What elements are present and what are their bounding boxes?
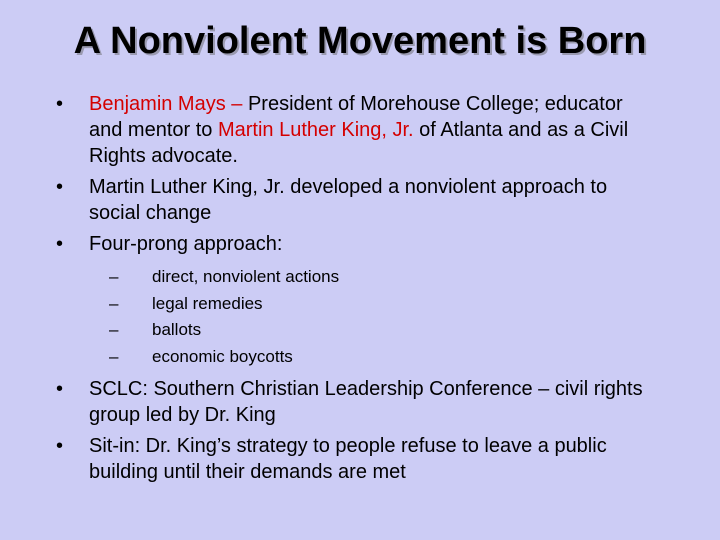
- bullet-sit-in: [56, 433, 656, 485]
- bullet-dot: •: [56, 233, 64, 255]
- sub-item-text: legal remedies: [152, 293, 263, 313]
- sub-item-text: economic boycotts: [152, 346, 293, 366]
- bullet1-text-a: President of Morehouse College; educator and mentor to: [89, 93, 623, 141]
- bullet4-text: SCLC: Southern Christian Leadership Conference – civil rights group led by Dr. King: [89, 378, 643, 426]
- bullet-benjamin-mays: [56, 91, 656, 169]
- bullet-four-prong: [56, 231, 656, 370]
- name-separator: –: [225, 93, 248, 115]
- bullet3-text: Four-prong approach:: [89, 233, 283, 255]
- sub-item: [109, 317, 656, 344]
- benjamin-mays-name: Benjamin Mays: [89, 93, 226, 115]
- sub-item-text: direct, nonviolent actions: [152, 267, 340, 286]
- bullet-dot: •: [56, 93, 64, 115]
- sub-item: [109, 264, 656, 291]
- mlk-name: Martin Luther King, Jr.: [217, 119, 414, 141]
- bullet-dot: •: [56, 176, 64, 198]
- sub-dash: –: [109, 320, 119, 339]
- slide-title: A Nonviolent Movement is Born: [73, 20, 647, 62]
- bullet-list: [56, 91, 656, 490]
- sub-item-text: ballots: [152, 320, 202, 339]
- sub-item: [109, 291, 656, 318]
- four-prong-sub-list: [109, 264, 656, 370]
- bullet5-text: Sit-in: Dr. King’s strategy to people refuse to leave a public building until their demands are met: [89, 435, 607, 483]
- sub-dash: –: [109, 346, 119, 366]
- bullet2-text: Martin Luther King, Jr. developed a nonviolent approach to social change: [89, 176, 608, 224]
- sub-dash: –: [109, 293, 119, 313]
- sub-dash: –: [109, 267, 119, 286]
- bullet-sclc: [56, 376, 656, 428]
- bullet-dot: •: [56, 435, 64, 457]
- bullet1-text-b: of Atlanta and as a Civil Rights advocate.: [89, 119, 629, 167]
- bullet-nonviolent-approach: [56, 174, 656, 226]
- sub-item: [109, 344, 656, 371]
- bullet-dot: •: [56, 378, 64, 400]
